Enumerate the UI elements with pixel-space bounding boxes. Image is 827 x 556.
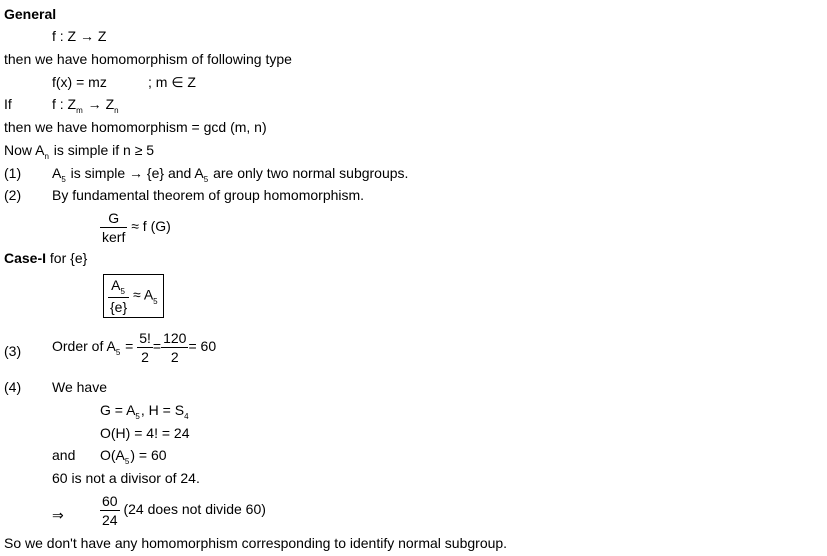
text-part: G = A (100, 402, 136, 418)
denominator: kerf (102, 229, 126, 245)
text-conclusion: So we don't have any homomorphism corresponding to identify normal subgroup. (4, 535, 508, 551)
subscript: 5 (153, 296, 158, 306)
text-part: ) = 60 (130, 447, 167, 463)
numerator: 120 (163, 330, 187, 346)
formula-g-kerf (100, 210, 171, 245)
fraction (100, 210, 127, 245)
subscript: 5 (115, 348, 121, 358)
heading-general: General (4, 6, 57, 22)
text-gcd: then we have homomorphism = gcd (m, n) (4, 119, 267, 135)
fraction (108, 277, 129, 315)
formula-order (52, 330, 216, 365)
fraction (100, 493, 120, 528)
formula-order-a5 (100, 447, 167, 466)
text-part: O(A (100, 447, 125, 463)
subscript: 5 (124, 457, 130, 466)
text-part: is simple → {e} and A (66, 165, 204, 181)
subscript: n (114, 106, 119, 115)
numerator: G (100, 210, 127, 228)
formula-rhs: ≈ f (G) (131, 218, 171, 235)
text-now (4, 142, 154, 161)
text-part: = (121, 338, 134, 355)
item-1-text (52, 165, 408, 184)
equals: = (152, 338, 162, 355)
formula-part: → Z (83, 96, 115, 112)
formula-g-h (100, 402, 190, 421)
subscript: n (44, 152, 49, 161)
formula-box (103, 274, 164, 318)
text-part: Order of A (52, 338, 116, 355)
label-if: If (4, 96, 12, 112)
text-then-type: then we have homomorphism of following type (4, 51, 292, 67)
denominator: 2 (170, 349, 179, 365)
case-label: Case-I (4, 250, 47, 266)
label-and: and (52, 447, 76, 463)
case-heading (4, 250, 87, 266)
formula-fx: f(x) = mz (52, 74, 107, 90)
text-part: is simple if n ≥ 5 (49, 142, 155, 158)
item-2-text: By fundamental theorem of group homomorphism. (52, 187, 365, 203)
denominator: {e} (110, 299, 128, 315)
boxed-formula (103, 274, 164, 318)
text-not-divisor: 60 is not a divisor of 24. (52, 470, 200, 486)
denominator: 24 (102, 512, 118, 528)
subscript: 4 (184, 412, 189, 421)
implies-icon: ⇒ (52, 507, 64, 523)
item-number-4: (4) (4, 379, 22, 395)
text-part: are only two normal subgroups. (209, 165, 409, 181)
subscript: 5 (120, 287, 125, 296)
map-z-to-z: f : Z → Z (52, 28, 107, 44)
subscript: 5 (203, 175, 209, 184)
item-number-3: (3) (4, 343, 22, 359)
subscript: 5 (135, 412, 140, 421)
numerator: 5! (139, 330, 151, 346)
denominator: 2 (141, 349, 149, 365)
fraction (161, 330, 188, 365)
formula-rhs: ≈ A (133, 286, 154, 303)
formula-m-in-z: ; m ∈ Z (148, 74, 196, 90)
text-part: Now A (4, 142, 45, 158)
numerator: 60 (102, 493, 118, 509)
item-number-2: (2) (4, 187, 22, 203)
formula-zm-zn (52, 96, 120, 115)
text-part: , H = S (140, 402, 185, 418)
subscript: m (76, 106, 83, 115)
fraction (137, 330, 153, 365)
text-we-have: We have (52, 379, 107, 395)
formula-60-24 (100, 493, 266, 528)
formula-order-h: O(H) = 4! = 24 (100, 425, 190, 441)
numerator (108, 277, 129, 298)
formula-part: f : Z (52, 96, 77, 112)
subscript: 5 (61, 175, 66, 184)
equals-result: = 60 (188, 338, 217, 355)
case-rest: for {e} (46, 250, 88, 266)
note: (24 does not divide 60) (123, 501, 266, 518)
text-part: A (52, 165, 62, 181)
item-number-1: (1) (4, 165, 22, 181)
text-part: A (111, 277, 121, 293)
